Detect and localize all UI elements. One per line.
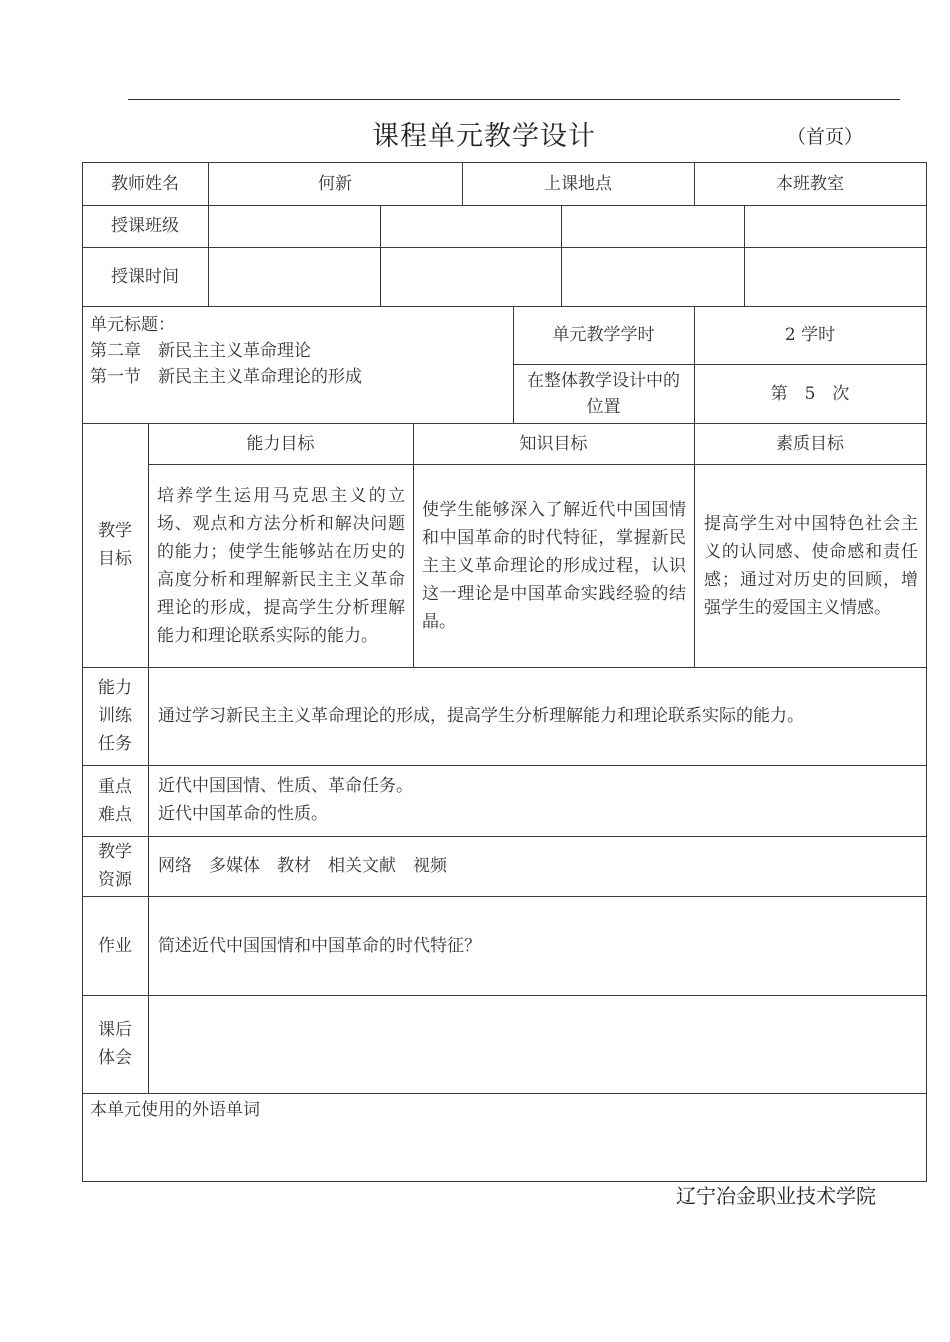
unit-position-label: 在整体教学设计中的位置	[527, 370, 680, 417]
quality-objective-header: 素质目标	[776, 433, 844, 454]
keypoints-label: 重点难点	[98, 776, 132, 825]
unit-hours-label: 单元教学学时	[552, 325, 655, 345]
resources-text: 网络 多媒体 教材 相关文献 视频	[158, 856, 447, 876]
resources-label: 教学资源	[98, 842, 132, 890]
unit-title-block	[90, 312, 510, 417]
location-label: 上课地点	[544, 173, 612, 194]
unit-hours-value: 2 学时	[784, 325, 836, 345]
class-value-3[interactable]	[561, 205, 744, 247]
training-text: 通过学习新民主主义革命理论的形成，提高学生分析理解能力和理论联系实际的能力。	[158, 706, 804, 726]
class-value-2[interactable]	[380, 205, 561, 247]
keypoints-block	[158, 772, 918, 832]
time-value-3[interactable]	[561, 247, 744, 306]
training-label: 能力训练任务	[98, 678, 132, 754]
unit-title-label: 单元标题：	[90, 315, 175, 335]
institution-name: 辽宁冶金职业技术学院	[676, 1184, 876, 1208]
time-value-1[interactable]	[208, 247, 380, 306]
key-point: 近代中国国情、性质、革命任务。	[158, 776, 413, 796]
homework-label: 作业	[98, 935, 132, 956]
page-label: （首页）	[787, 126, 864, 148]
teacher-name-label: 教师姓名	[111, 173, 179, 194]
location-value: 本班教室	[776, 173, 844, 194]
unit-position-value: 第 5 次	[770, 383, 850, 404]
class-value-4[interactable]	[744, 205, 926, 247]
class-label: 授课班级	[111, 216, 179, 236]
ability-objective-header: 能力目标	[246, 433, 315, 454]
time-value-4[interactable]	[744, 247, 926, 306]
difficult-point: 近代中国革命的性质。	[158, 804, 328, 824]
quality-objective-text: 提高学生对中国特色社会主义的认同感、使命感和责任感；通过对历史的回顾，增强学生的爱国主义情感。	[704, 514, 918, 618]
unit-chapter: 第二章 新民主主义革命理论	[90, 341, 311, 361]
header-rule	[128, 99, 900, 100]
document-title: 课程单元教学设计	[372, 121, 596, 152]
knowledge-objective-text: 使学生能够深入了解近代中国国情和中国革命的时代特征，掌握新民主主义革命理论的形成过程，认识这一理论是中国革命实践经验的结晶。	[422, 500, 686, 632]
knowledge-objective-header: 知识目标	[519, 433, 588, 454]
time-label: 授课时间	[111, 266, 179, 287]
objectives-label: 教学目标	[98, 521, 132, 569]
ability-objective-text: 培养学生运用马克思主义的立场、观点和方法分析和解决问题的能力；使学生能够站在历史的高度分析和理解新民主主义革命理论的形成，提高学生分析理解能力和理论联系实际的能力。	[157, 486, 405, 646]
unit-section: 第一节 新民主主义革命理论的形成	[90, 367, 362, 387]
time-value-2[interactable]	[380, 247, 561, 306]
class-value-1[interactable]	[208, 205, 380, 247]
homework-text: 简述近代中国国情和中国革命的时代特征？	[158, 935, 481, 956]
vocabulary-label: 本单元使用的外语单词	[90, 1100, 260, 1120]
teacher-name-value: 何新	[318, 173, 352, 194]
reflection-label: 课后体会	[98, 1020, 132, 1068]
reflection-value[interactable]	[148, 995, 926, 1093]
